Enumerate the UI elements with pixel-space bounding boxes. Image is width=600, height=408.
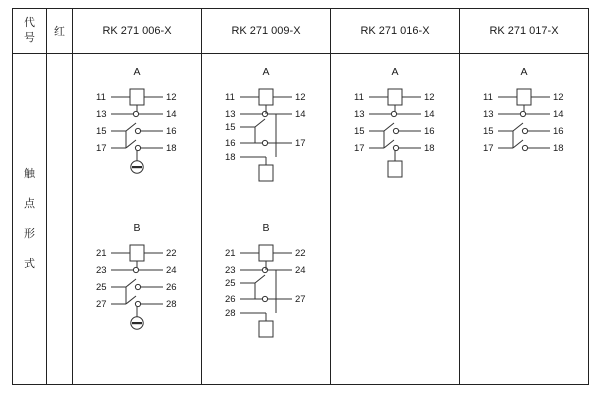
- diagram-cell-016: [331, 54, 460, 385]
- terminal-16: 16: [552, 126, 564, 137]
- contact-form-table: [12, 8, 589, 385]
- block-title-016-a: A: [391, 66, 399, 78]
- terminal-14: 14: [165, 109, 177, 120]
- header-color: 红: [47, 9, 73, 54]
- schematic-006-a: [74, 81, 201, 201]
- terminal-12: 12: [165, 92, 177, 103]
- block-title-006-b: B: [133, 222, 141, 234]
- diagram-block-017-a: [460, 66, 588, 201]
- schematic-009-a: [203, 81, 330, 201]
- block-title-009-b: B: [262, 222, 270, 234]
- terminal-15: 15: [224, 122, 236, 133]
- header-code-line1: 代: [24, 17, 35, 29]
- terminal-25: 25: [95, 282, 107, 293]
- terminal-18: 18: [165, 143, 177, 154]
- diagram-cell-009: [202, 54, 331, 385]
- terminal-14: 14: [294, 109, 306, 120]
- diagram-block-009-b: [202, 222, 330, 357]
- terminal-23: 23: [95, 265, 107, 276]
- terminal-26: 26: [165, 282, 177, 293]
- row-label-char-3: 形: [24, 228, 35, 240]
- header-model-3: RK 271 016-X: [331, 9, 460, 54]
- row-label-char-2: 点: [24, 198, 35, 210]
- row-label-contact-form: [13, 54, 47, 385]
- terminal-24: 24: [294, 265, 306, 276]
- terminal-12: 12: [423, 92, 435, 103]
- terminal-12: 12: [294, 92, 306, 103]
- row-label-char-1: 触: [24, 168, 35, 180]
- terminal-25: 25: [224, 278, 236, 289]
- block-title-017-a: A: [520, 66, 528, 78]
- terminal-12: 12: [552, 92, 564, 103]
- terminal-11: 11: [95, 92, 106, 103]
- terminal-23: 23: [224, 265, 236, 276]
- terminal-15: 15: [353, 126, 365, 137]
- terminal-16: 16: [423, 126, 435, 137]
- terminal-16: 16: [165, 126, 177, 137]
- terminal-27: 27: [95, 299, 107, 310]
- terminal-17: 17: [353, 143, 365, 154]
- terminal-28: 28: [224, 308, 236, 319]
- diagram-block-006-b: [73, 222, 201, 357]
- terminal-22: 22: [294, 248, 306, 259]
- terminal-15: 15: [95, 126, 107, 137]
- terminal-22: 22: [165, 248, 177, 259]
- terminal-13: 13: [353, 109, 365, 120]
- schematic-017-a: [461, 81, 588, 201]
- terminal-11: 11: [224, 92, 235, 103]
- diagram-cell-017: [460, 54, 589, 385]
- terminal-15: 15: [482, 126, 494, 137]
- terminal-18: 18: [552, 143, 564, 154]
- row-label-char-4: 式: [24, 258, 35, 270]
- terminal-21: 21: [224, 248, 236, 259]
- table-body-row: [13, 54, 589, 385]
- terminal-11: 11: [353, 92, 364, 103]
- terminal-14: 14: [423, 109, 435, 120]
- terminal-17: 17: [294, 138, 306, 149]
- terminal-11: 11: [482, 92, 493, 103]
- terminal-14: 14: [552, 109, 564, 120]
- terminal-13: 13: [95, 109, 107, 120]
- terminal-17: 17: [482, 143, 494, 154]
- header-model-2: RK 271 009-X: [202, 9, 331, 54]
- header-model-4: RK 271 017-X: [460, 9, 589, 54]
- terminal-24: 24: [165, 265, 177, 276]
- block-title-009-a: A: [262, 66, 270, 78]
- diagram-block-016-a: [331, 66, 459, 201]
- diagram-block-006-a: [73, 66, 201, 201]
- terminal-21: 21: [95, 248, 107, 259]
- schematic-006-b: [74, 237, 201, 357]
- block-title-006-a: A: [133, 66, 141, 78]
- terminal-26: 26: [224, 294, 236, 305]
- terminal-18: 18: [224, 152, 236, 163]
- terminal-13: 13: [224, 109, 236, 120]
- spec-sheet: [0, 8, 600, 408]
- header-code: [13, 9, 47, 54]
- header-model-1: RK 271 006-X: [73, 9, 202, 54]
- diagram-cell-006: [73, 54, 202, 385]
- terminal-18: 18: [423, 143, 435, 154]
- schematic-009-b: [203, 237, 330, 357]
- color-cell: [47, 54, 73, 385]
- terminal-16: 16: [224, 138, 236, 149]
- terminal-28: 28: [165, 299, 177, 310]
- terminal-27: 27: [294, 294, 306, 305]
- diagram-block-009-a: [202, 66, 330, 201]
- header-code-line2: 号: [24, 32, 35, 44]
- terminal-17: 17: [95, 143, 107, 154]
- schematic-016-a: [332, 81, 459, 201]
- table-header-row: [13, 9, 589, 54]
- terminal-13: 13: [482, 109, 494, 120]
